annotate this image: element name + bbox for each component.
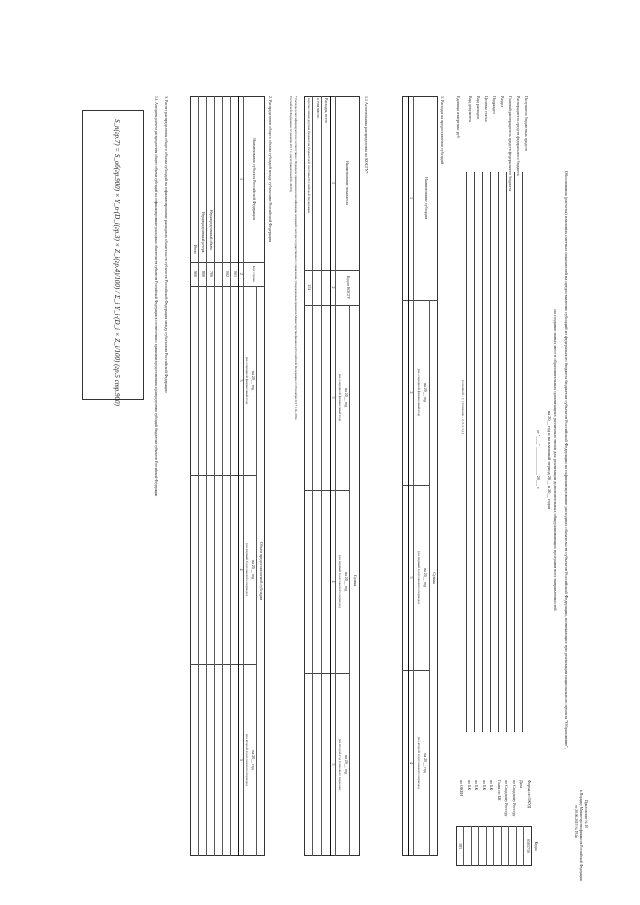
formula-text: S_n(гр.7) = S_об(гр.900) × Y_n·(D_i(гр.3) × Z_i(гр.4)/100) / Σ_i Y_i·(D_i × Z_i/100) (гр.5 стр.900) (113, 119, 121, 406)
code-row-line (486, 826, 487, 866)
s2-row-name: Нераспределенный объем (209, 210, 213, 250)
section-1-heading: 1. Расходы на предоставление субсидий (440, 96, 445, 165)
s11-col-name: Наименование показателя (345, 160, 350, 206)
code-row-line (509, 826, 510, 866)
s11-row-code: 251 (307, 284, 312, 291)
s2-row-code: 002 (225, 271, 230, 277)
header-field-label: Распорядитель средств федерального бюджета (516, 96, 521, 176)
codes-header: Коды (534, 841, 539, 851)
s2-col-total: Объем предоставляемой субсидии (259, 541, 264, 601)
s1-num: 3 (409, 576, 415, 579)
s2-num: 4 (239, 568, 245, 571)
form-title-line-2: на создание новых мест в образовательных организациях различных типов для реализации дополнительных общеразвивающих программ всех направленностей (553, 309, 558, 611)
code-label: Форма по ОКУД (527, 780, 532, 809)
header-field-line (483, 172, 484, 732)
header-field-label: Раздел (500, 96, 505, 108)
header-field-label: Главный распорядитель средств федерального бюджета (508, 96, 513, 191)
code-label: по БК (489, 780, 495, 791)
attachment-line-3: от 28.06.2019 № 194н (574, 805, 578, 838)
code-row-line (501, 826, 502, 866)
s11-row-name: перечисления другим бюджетам бюджетной системы Российской Федерации (307, 98, 311, 214)
s2-year-3-sub: (на второй год планового периода) (245, 734, 250, 786)
s2-row-code: 700 (209, 271, 214, 277)
code-label: Дата (519, 780, 525, 788)
s11-year-3-sub: (на второй год планового периода) (338, 738, 342, 791)
s11-year-1: на 20__ год (344, 387, 349, 408)
s2-year-2: на 20__ год (251, 559, 256, 580)
code-row-line (516, 826, 517, 866)
header-field-line (491, 172, 492, 732)
s11-num: 4 (331, 580, 337, 583)
attachment-line-2: к Порядку Министерства финансов Российской Федерации (579, 790, 583, 881)
s2-year-2-sub: (на первый год планового периода) (245, 543, 250, 596)
code-label: по Сводному Реестру (504, 780, 510, 817)
s1-year-1-sub: (на очередной финансовый год) (417, 368, 421, 417)
header-field-line (475, 172, 476, 732)
s1-year-3-sub: (на второй год планового периода) (417, 737, 421, 789)
s11-num: 2 (331, 286, 337, 289)
document-kind-hint: (основной - 1; уточнение - 2, 3, и т.д.) (461, 380, 465, 435)
code-row-line (464, 826, 465, 866)
code-row-line (494, 826, 495, 866)
s1-year-2: на 20__ год (423, 567, 428, 588)
code-label: по БК (474, 780, 480, 791)
code-value-okei: 383 (458, 843, 464, 849)
s2-row-code: 900 (193, 271, 198, 277)
table-row-line (206, 96, 207, 856)
form-date: от "____" ______________ 20___ г. (536, 430, 541, 490)
attachment-line-1: Приложение № 10 (584, 800, 588, 829)
s1-col-sum: Сумма (432, 572, 437, 584)
s11-num: 3 (331, 396, 337, 399)
s2-year-3: на 20__ год (251, 750, 256, 770)
s11-year-3: на 20__ год (344, 754, 349, 775)
s11-year-2-sub: (на первый год планового периода) (338, 555, 342, 608)
table-row-line (222, 96, 223, 856)
code-value-okud: 0505710 (526, 839, 531, 853)
s1-year-3: на 20__ год (423, 753, 428, 773)
code-row-line (479, 826, 480, 866)
header-field-line (467, 172, 468, 732)
s2-row-name: Итого (193, 245, 197, 255)
s1-num: 4 (409, 762, 415, 764)
formula-box (82, 110, 144, 406)
code-label: по БК (482, 780, 487, 791)
s1-num: 2 (409, 391, 415, 394)
s11-year-1-sub: (на очередной финансовый год) (338, 373, 342, 422)
s11-num: 1 (331, 182, 337, 184)
code-label: по Сводному Реестру (512, 780, 517, 817)
s2-year-1: на 20__ год (251, 370, 256, 391)
section-3-subheading: 3.1. Алгоритм расчета распределения общего объема субсидий на софинансирование расходных обязательств субъектов Российской Федерации в соответствии с правилами предоставления и распределения субсидий бюджетам субъектов Российской Федерации (154, 96, 158, 497)
s1-col-name: Наименование субсидии (424, 177, 429, 219)
s2-row-code: 001 (233, 271, 238, 277)
header-field-line (499, 172, 500, 732)
table-row-line (321, 96, 322, 856)
table-row-line (230, 96, 231, 856)
section-2-heading: 2. Распределение общего объема субсидий между субъектами Российской Федерации (268, 96, 273, 242)
s2-num: 5 (239, 759, 245, 761)
s1-year-2-sub: (на первый год планового периода) (417, 551, 421, 604)
header-field-label: Вид расходов (476, 96, 481, 119)
s1-num: 1 (409, 197, 415, 199)
s2-year-1-sub: (на очередной финансовый год) (245, 356, 250, 405)
code-row-line (524, 826, 525, 866)
s11-num: 5 (331, 763, 337, 766)
section-1-1-heading: 1.1 Ассигнования распределения по КОСГУ* (364, 96, 369, 174)
s11-col-sum: Сумма (353, 574, 358, 587)
s11-row-name: Расходы, всего (324, 98, 329, 124)
header-field-line (523, 172, 524, 732)
s2-col-code: Код строки (252, 265, 256, 283)
s11-year-2: на 20__ год (344, 571, 349, 592)
section-3-heading: 3. Расчет распределения общего объема субсидий на софинансирование расходных обязательств субъектов Российской Федерации между субъектами Российской Федерации (164, 96, 169, 393)
s11-row-name: в том числе: (316, 98, 321, 119)
code-label: Глава по БК (497, 780, 502, 801)
s2-row-name: Нераспределенный резерв (201, 212, 205, 253)
header-row-line (349, 305, 350, 856)
header-field-line (515, 172, 516, 732)
header-field-label: Целевая статья (484, 96, 489, 122)
code-label: по ОКЕИ (459, 780, 465, 797)
footnote-line-2: Российской Федерации 12 декабря 2017 г., регистрационный № 49219) (289, 96, 293, 193)
table-row-line (312, 96, 313, 856)
header-field-line (507, 172, 508, 732)
table-row-line (214, 96, 215, 856)
code-label: по БК (467, 780, 472, 791)
form-title-line-3: на 20__ год и на плановый период 20__ и 20__ годов (547, 410, 552, 510)
header-field-label: Подраздел (492, 96, 497, 114)
header-field-label: Вид документа (468, 96, 473, 122)
s2-num: 1 (239, 178, 245, 180)
footnote-line-1: * Расходы классифицируются в соответствии с Порядком применения классификации операций сектора государственного управления, утвержденным приказом Министерства финансов Российской Федерации от 29 ноября 2017 г. № 209н (294, 96, 298, 420)
table-row-line (198, 96, 199, 856)
s2-row-code: 800 (201, 271, 206, 277)
header-row-line (429, 300, 430, 856)
s2-num: 3 (239, 379, 245, 382)
units-label: Единица измерения: руб (456, 96, 461, 138)
s11-col-code: Код по КОСГУ (346, 275, 350, 300)
s2-col-subject: Наименование субъекта Российской Федерации (252, 138, 257, 220)
header-row-line (256, 286, 257, 856)
s1-year-1: на 20__ год (423, 382, 428, 403)
s2-num: 2 (239, 273, 245, 275)
code-row-line (471, 826, 472, 866)
form-title-line-1: Обоснования (расчеты) плановых сметных показателей на предоставление субсидий из федерального бюджета бюджетам субъектов Российской Федерации на софинансирование расходных обязательств субъектов Российской Федерации, возникающих при реализации национального проекта "Образование", (564, 170, 569, 750)
header-field-label: Получатель бюджетных средств (524, 96, 529, 151)
